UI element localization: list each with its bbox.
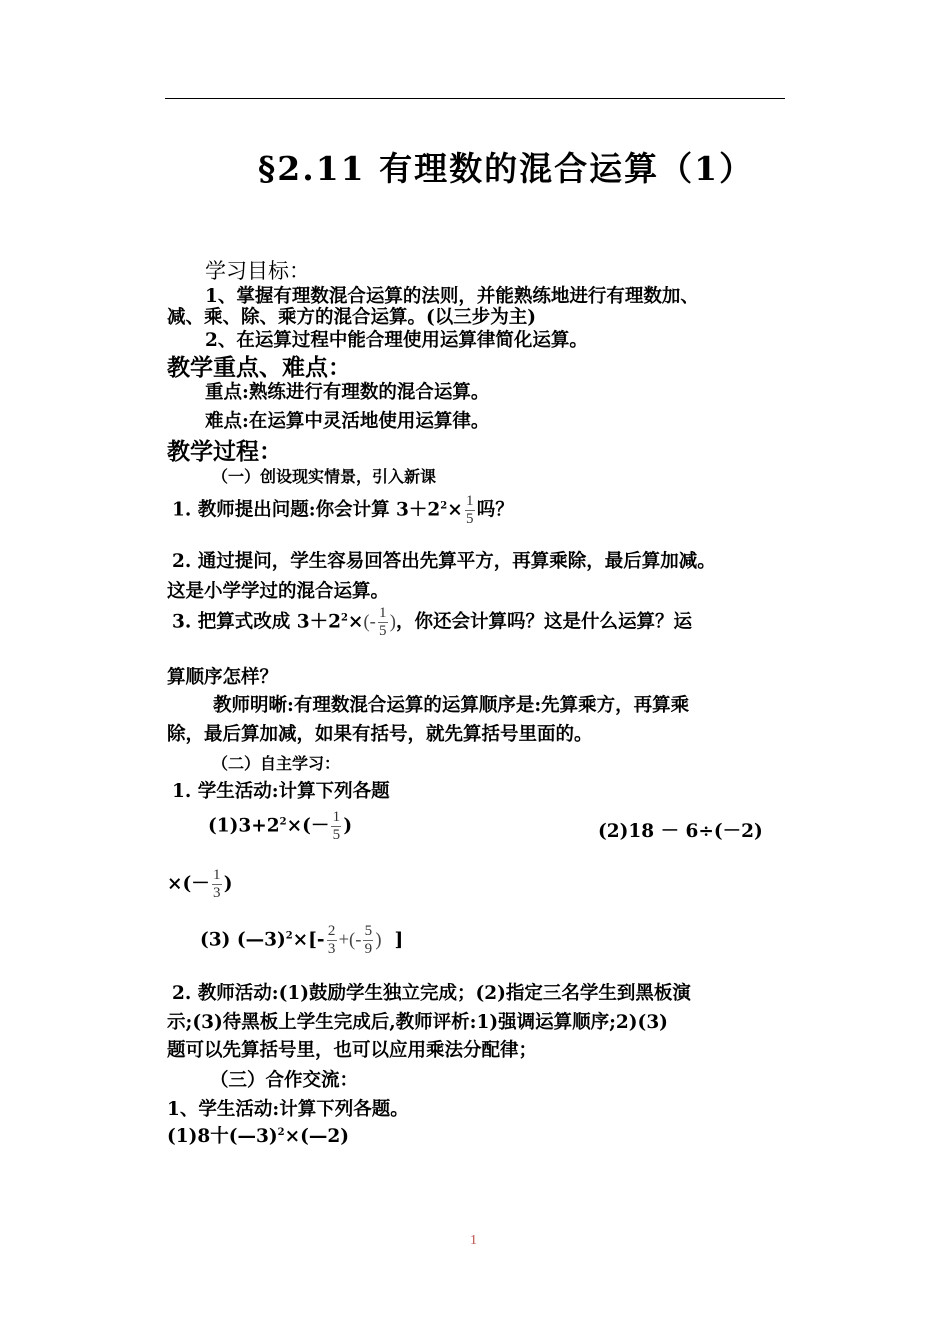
objective-1-line2: 减、乘、除、乘方的混合运算。(以三步为主) — [167, 307, 537, 328]
p3-plus: +(- — [338, 930, 362, 951]
fraction-numerator: 1 — [466, 493, 474, 509]
p3-end: ] — [394, 929, 404, 951]
fraction-numerator: 1 — [332, 809, 341, 825]
fraction-denominator: 9 — [364, 941, 373, 957]
q3-suffix: ，你还会计算吗？这是什么运算？运 — [395, 611, 692, 633]
fraction-one-third — [212, 867, 222, 902]
teacher-activity-line3: 题可以先算括号里，也可以应用乘法分配律； — [167, 1040, 538, 1061]
fraction-one-fifth — [465, 493, 475, 528]
problem-2-continued — [167, 867, 233, 902]
problem-3 — [200, 923, 403, 958]
fraction-denominator: 3 — [327, 941, 336, 957]
c1-p1-prefix: (1)8十(—3) — [167, 1126, 278, 1147]
p3-close: ) — [375, 930, 382, 951]
page-number: 1 — [470, 1233, 477, 1248]
fraction-two-thirds — [327, 923, 337, 958]
fraction-numerator: 1 — [379, 605, 387, 621]
p2-cont-prefix: ×(－ — [167, 873, 210, 895]
question-2-line1: 2. 通过提问，学生容易回答出先算平方，再算乘除，最后算加减。 — [172, 551, 716, 572]
problem-1 — [208, 809, 352, 844]
fraction-five-ninths — [363, 923, 373, 958]
fraction-denominator: 3 — [213, 885, 221, 901]
q3-paren-close: ) — [389, 612, 396, 633]
q1-prefix: 1. 教师提出问题:你会计算 3＋2 — [172, 499, 441, 521]
question-1 — [172, 493, 514, 528]
p1-mid: ×(－ — [286, 815, 330, 837]
fraction-numerator: 5 — [364, 923, 373, 939]
p1-prefix: (1)3+2 — [208, 815, 280, 837]
q1-suffix: 吗？ — [476, 499, 514, 521]
objectives-heading: 学习目标： — [205, 259, 310, 283]
page-title: §2.11 有理数的混合运算（1） — [258, 149, 755, 188]
objective-1-line1: 1、掌握有理数混合运算的法则，并能熟练地进行有理数加、 — [205, 286, 699, 307]
question-3-line2: 算顺序怎样？ — [167, 667, 279, 688]
teacher-explanation-line1: 教师明晰:有理数混合运算的运算顺序是:先算乘方，再算乘 — [213, 695, 690, 716]
cooperative-problem-1 — [167, 1122, 349, 1148]
p3-exponent: 2 — [285, 930, 293, 942]
teacher-explanation-line2: 除，最后算加减，如果有括号，就先算括号里面的。 — [167, 724, 593, 745]
c1-p1-suffix: ×(—2) — [284, 1126, 349, 1147]
q3-prefix: 3. 把算式改成 3＋2 — [172, 611, 341, 633]
fraction-numerator: 2 — [327, 923, 336, 939]
difficult-point: 难点:在运算中灵活地使用运算律。 — [205, 411, 490, 432]
fraction-denominator: 5 — [332, 827, 341, 843]
p1-suffix: ) — [343, 815, 353, 837]
p1-exponent: 2 — [279, 816, 287, 828]
part2-heading: （二）自主学习： — [212, 754, 341, 773]
problem-2: (2)18 － 6÷(－2) — [598, 821, 763, 842]
student-activity-1: 1. 学生活动:计算下列各题 — [172, 781, 390, 802]
question-3 — [172, 605, 692, 640]
q3-paren-open: (- — [363, 612, 376, 633]
process-heading: 教学过程： — [167, 438, 282, 465]
fraction-one-fifth — [331, 809, 341, 844]
p3-prefix: (3) (—3) — [200, 929, 286, 951]
fraction-numerator: 1 — [213, 867, 221, 883]
part3-heading: （三）合作交流： — [210, 1070, 359, 1091]
q1-exponent: 2 — [440, 500, 448, 512]
q1-times: × — [447, 499, 463, 521]
fraction-denominator: 5 — [379, 623, 387, 639]
fraction-one-fifth — [378, 605, 388, 640]
objective-2: 2、在运算过程中能合理使用运算律简化运算。 — [205, 330, 588, 351]
question-2-line2: 这是小学学过的混合运算。 — [167, 581, 390, 602]
p3-mid: ×[- — [292, 929, 325, 951]
key-points-heading: 教学重点、难点： — [167, 354, 351, 381]
p2-cont-suffix: ) — [223, 873, 233, 895]
teacher-activity-line2: 示;(3)待黑板上学生完成后,教师评析:1)强调运算顺序;2)(3) — [167, 1012, 668, 1033]
teacher-activity-line1: 2. 教师活动:(1)鼓励学生独立完成；(2)指定三名学生到黑板演 — [172, 983, 691, 1004]
q3-times: × — [347, 611, 364, 633]
part1-heading: （一）创设现实情景，引入新课 — [212, 467, 437, 486]
key-point: 重点:熟练进行有理数的混合运算。 — [205, 382, 490, 403]
header-rule — [165, 98, 785, 99]
fraction-denominator: 5 — [466, 511, 474, 527]
q3-exponent: 2 — [340, 612, 348, 624]
c1-p1-exponent: 2 — [277, 1126, 285, 1138]
cooperative-activity: 1、学生活动:计算下列各题。 — [167, 1099, 409, 1120]
